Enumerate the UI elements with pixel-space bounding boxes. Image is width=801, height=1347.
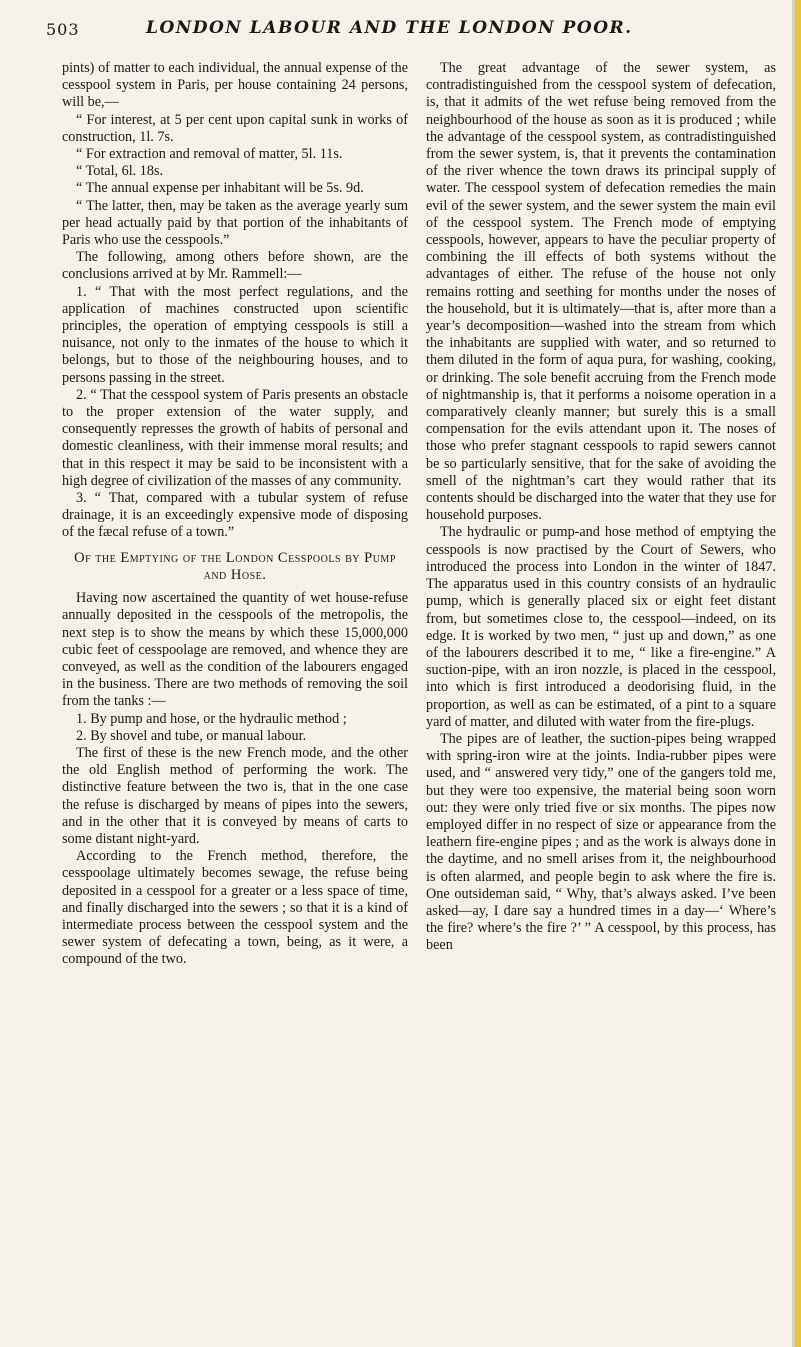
paragraph: The pipes are of leather, the suction-pipes being wrapped with spring-iron wire at the joints. India-rubber pipes were used, and “ answered very tidy,” one of the gangers told me, but they were too expensive, the material being soon worn out: they were only tried five or six months. The pipes now employed differ in no respect of size or appearance from the leathern fire-engine pipes ; and as the work is always done in the daytime, and no smell arises from it, the neighbourhood is often alarmed, and people begin to ask where the fire is. One outsideman said, “ Why, that’s always asked. I’ve been asked—ay, I dare say a hundred times in a day—‘ Where’s the fire? where’s the fire ?’ ” A cesspool, by this process, has been [426,730,776,954]
page-edge-strip [795,0,801,1347]
paragraph: The following, among others before shown, are the conclusions arrived at by Mr. Rammell:— [62,249,408,283]
numbered-conclusion: 1. “ That with the most perfect regulations, and the application of machines constructed upon scientific principles, the operation of emptying cesspools is still a nuisance, not only to the inmates of the house to which it belongs, but to those of the neighbouring houses, and to persons passing in the street. [62,283,408,386]
left-column [62,60,408,969]
page-number: 503 [46,20,80,39]
paragraph: “ For interest, at 5 per cent upon capital sunk in works of construction, 1l. 7s. [62,111,408,145]
right-column [426,60,776,955]
paragraph: “ The annual expense per inhabitant will be 5s. 9d. [76,180,364,197]
paragraph: The hydraulic or pump-and hose method of emptying the cesspools is now practised by the Court of Sewers, who introduced the process into London in the winter of 1847. The apparatus used in this country consists of an hydraulic pump, which is generally placed six or eight feet distant from, but sometimes close to, the cesspool—indeed, on its edge. It is worked by two men, “ just up and down,” as one of the labourers described it to me, “ like a fire-engine.” A suction-pipe, with an iron nozzle, is placed in the cesspool, into which is first introduced a deodorising fluid, in the proportion, as well as can be estimated, of a pint to a square yard of matter, and diluted with water from the fire-plugs. [426,524,776,730]
paragraph: “ The latter, then, may be taken as the average yearly sum per head actually paid by that portion of the inhabitants of Paris who use the cesspools.” [62,197,408,249]
paragraph: Having now ascertained the quantity of wet house-refuse annually deposited in the cesspools of the metropolis, the next step is to show the means by which these 15,000,000 cubic feet of cesspoolage are removed, and whence they are conveyed, as well as the condition of the labourers engaged in the business. There are two methods of removing the soil from the tanks :— [62,590,408,710]
numbered-conclusion: 3. “ That, compared with a tubular system of refuse drainage, it is an exceedingly expensive mode of disposing of the fæcal refuse of a town.” [62,490,408,541]
page-header [46,18,786,44]
paragraph: The first of these is the new French mode, and the other the old English method of performing the work. The distinctive feature between the two is, that in the one case the refuse is discharged by means of pipes into the sewers, and in the other that it is conveyed by means of carts to some distant night-yard. [62,744,408,847]
paragraph: According to the French method, therefore, the cesspoolage ultimately becomes sewage, the refuse being deposited in a cesspool for a greater or a less space of time, and finally discharged into the sewers ; so that it is a kind of intermediate process between the cesspool system and the sewer system of defecating a town, being, as it were, a compound of the two. [62,848,408,968]
paragraph: “ For extraction and removal of matter, 5l. 11s. [76,146,343,163]
section-heading: Of the Emptying of the London Cesspools by Pump and Hose. [74,549,396,583]
paragraph: The great advantage of the sewer system, as contradistinguished from the cesspool system of defecation, is, that it admits of the wet refuse being removed from the neighbourhood of the house as soon as it is produced ; while the advantage of the cesspool system, as contradistinguished from the sewer system, is, that it prevents the contamination of the river whence the town draws its principal supply of water. The cesspool system of defecation remedies the main evil of the sewer system, and the sewer system the main evil of the cesspool system. The French mode of emptying cesspools, however, appears to have the peculiar property of combining the ill effects of both systems without the advantages of either. The refuse of the house not only remains rotting and seething for months under the noses of the household, but it is ultimately—that is, after more than a year’s decomposition—washed into the stream from which the inhabitants are supplied with water, and so returned to them diluted in the form of aqua pura, for washing, cooking, or drinking. The sole benefit accruing from the French mode of nightmanship is, that it performs a noisome operation in a comparatively cleanly manner; but surely this is a small compensation for the evils attendant upon it. The noses of those who prefer stagnant cesspools to rapid sewers cannot be so particularly sensitive, that for the sake of avoiding the smell of the nightman’s cart they would rather that its contents should be discharged into the water that they use for household purposes. [426,60,776,524]
paragraph: pints) of matter to each individual, the annual expense of the cesspool system in Paris, per house containing 24 persons, will be,— [62,60,408,111]
paragraph: “ Total, 6l. 18s. [76,163,164,180]
list-item: 2. By shovel and tube, or manual labour. [76,727,307,744]
list-item: 1. By pump and hose, or the hydraulic method ; [76,710,347,727]
numbered-conclusion: 2. “ That the cesspool system of Paris presents an obstacle to the proper extension of the water supply, and consequently represses the growth of habits of personal and domestic cleanliness, with their immense moral results; and that in this respect it may be said to be inconsistent with a high degree of civilization of the masses of any community. [62,386,408,489]
running-title: LONDON LABOUR AND THE LONDON POOR. [146,18,633,38]
